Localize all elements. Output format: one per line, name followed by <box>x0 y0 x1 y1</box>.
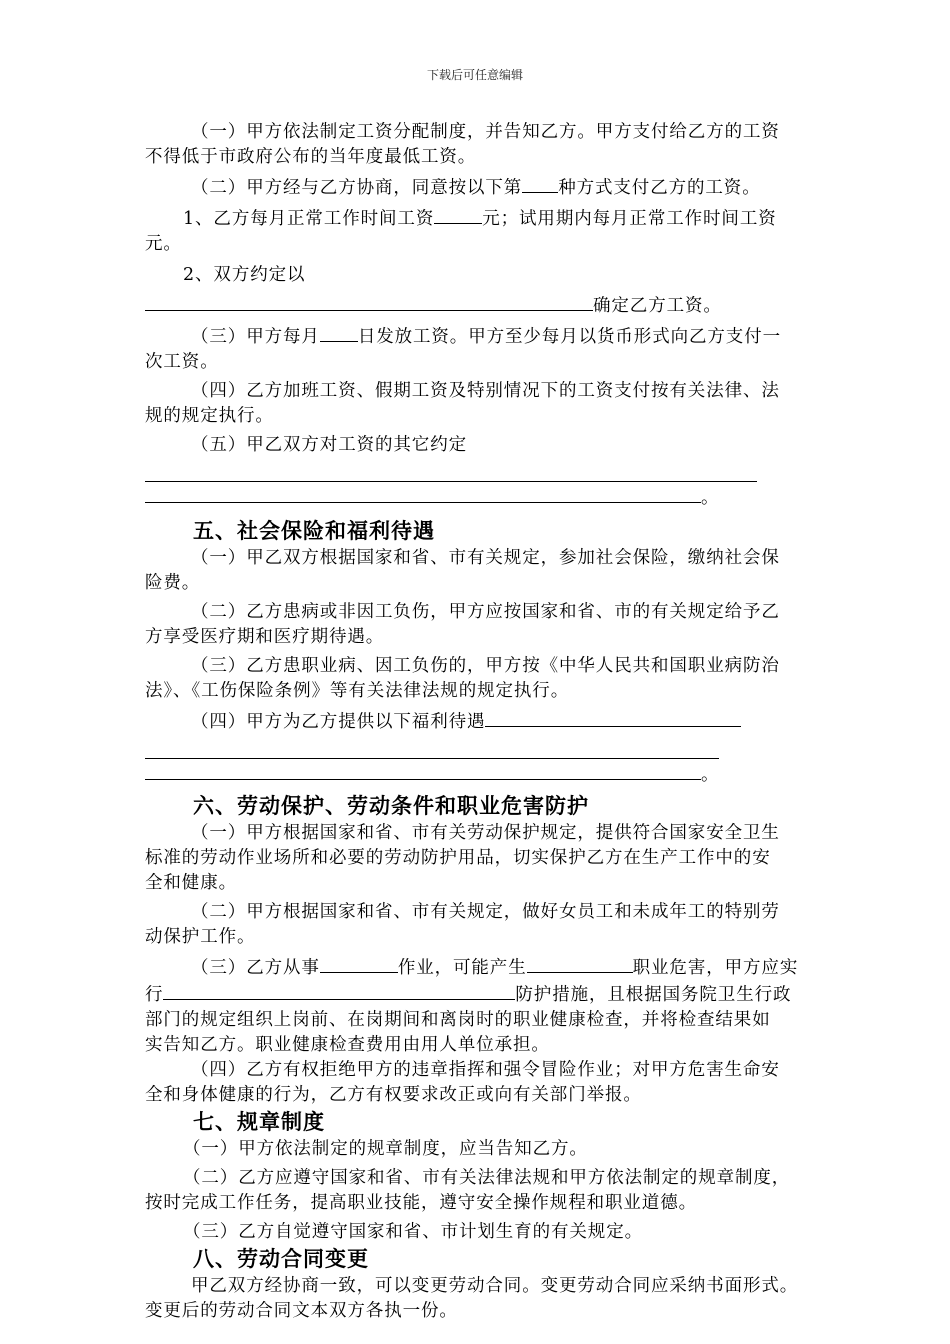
s5-clause-4: （四）甲方为乙方提供以下福利待遇 <box>145 708 810 735</box>
s6-clause-3f: 部门的规定组织上岗前、在岗期间和离岗时的职业健康检查，并将检查结果如 <box>145 1010 771 1030</box>
s6-clause-3a: （三）乙方从事 作业，可能产生 职业危害，甲方应实 <box>145 954 810 981</box>
monthly-wage-blank[interactable] <box>434 205 482 224</box>
wage-clause-3b: 次工资。 <box>145 352 219 372</box>
s8-clause-1a: 甲乙双方经协商一致，可以变更劳动合同。变更劳动合同应采纳书面形式。 <box>191 1276 799 1296</box>
wage-item-2-line: 确定乙方工资。 <box>145 292 810 319</box>
s5-clause-2a: （二）乙方患病或非因工负伤，甲方应按国家和省、市的有关规定给予乙 <box>191 602 780 622</box>
wage-clause-3a: （三）甲方每月 日发放工资。甲方至少每月以货币形式向乙方支付一 <box>145 323 810 350</box>
s7-clause-3: （三）乙方自觉遵守国家和省、市计划生育的有关规定。 <box>183 1222 643 1242</box>
wage-item-2: 2、双方约定以 <box>183 265 306 285</box>
wage-clause-1b: 不得低于市政府公布的当年度最低工资。 <box>145 147 477 167</box>
wage-clause-4a: （四）乙方加班工资、假期工资及特别情况下的工资支付按有关法律、法 <box>191 381 780 401</box>
wage-other-line-2: 。 <box>145 484 810 511</box>
welfare-line-1[interactable] <box>145 735 719 759</box>
welfare-blank-2[interactable] <box>145 761 701 780</box>
s8-clause-1b: 变更后的劳动合同文本双方各执一份。 <box>145 1301 458 1321</box>
section-8-title: 八、劳动合同变更 <box>193 1247 369 1271</box>
s5-clause-3b: 法》、《工伤保险条例》等有关法律法规的规定执行。 <box>145 681 570 701</box>
s6-clause-4a: （四）乙方有权拒绝甲方的违章指挥和强令冒险作业；对甲方危害生命安 <box>191 1060 780 1080</box>
wage-basis-blank[interactable] <box>145 292 593 311</box>
protection-blank[interactable] <box>163 981 515 1000</box>
welfare-blank[interactable] <box>485 708 741 727</box>
section-6-title: 六、劳动保护、劳动条件和职业危害防护 <box>193 794 589 818</box>
s7-clause-2b: 按时完成工作任务，提高职业技能，遵守安全操作规程和职业道德。 <box>145 1193 697 1213</box>
s6-clause-3d: 行 防护措施，且根据国务院卫生行政 <box>145 981 810 1008</box>
wage-clause-1a: （一）甲方依法制定工资分配制度，并告知乙方。甲方支付给乙方的工资 <box>191 122 780 142</box>
s7-clause-2a: （二）乙方应遵守国家和省、市有关法律法规和甲方依法制定的规章制度， <box>183 1168 791 1188</box>
page-header: 下载后可任意编辑 <box>426 68 523 82</box>
wage-clause-5: （五）甲乙双方对工资的其它约定 <box>191 435 467 455</box>
s6-clause-2b: 动保护工作。 <box>145 927 256 947</box>
wage-other-blank[interactable] <box>145 484 701 503</box>
s5-clause-3a: （三）乙方患职业病、因工负伤的，甲方按《中华人民共和国职业病防治 <box>191 656 780 676</box>
wage-item-1: 1、乙方每月正常工作时间工资 元；试用期内每月正常工作时间工资 <box>145 205 810 232</box>
wage-item-1-end: 元。 <box>145 234 182 254</box>
wage-method-blank[interactable] <box>522 174 558 193</box>
payday-blank[interactable] <box>320 323 358 342</box>
s6-clause-3g: 实告知乙方。职业健康检查费用由用人单位承担。 <box>145 1035 550 1055</box>
section-5-title: 五、社会保险和福利待遇 <box>193 519 435 543</box>
s5-clause-1a: （一）甲乙双方根据国家和省、市有关规定，参加社会保险，缴纳社会保 <box>191 548 780 568</box>
wage-other-line-1[interactable] <box>145 458 757 482</box>
s6-clause-1c: 全和健康。 <box>145 873 237 893</box>
document-body <box>145 120 810 1324</box>
job-type-blank[interactable] <box>320 954 398 973</box>
s6-clause-4b: 全和身体健康的行为，乙方有权要求改正或向有关部门举报。 <box>145 1085 642 1105</box>
s6-clause-1b: 标准的劳动作业场所和必要的劳动防护用品，切实保护乙方在生产工作中的安 <box>145 848 771 868</box>
hazard-blank[interactable] <box>527 954 633 973</box>
wage-clause-2: （二）甲方经与乙方协商，同意按以下第 种方式支付乙方的工资。 <box>145 174 810 201</box>
wage-clause-4b: 规的规定执行。 <box>145 406 274 426</box>
s5-clause-1b: 险费。 <box>145 573 201 593</box>
s5-clause-2b: 方享受医疗期和医疗期待遇。 <box>145 627 385 647</box>
welfare-line-2: 。 <box>145 761 810 788</box>
section-7-title: 七、规章制度 <box>193 1110 325 1134</box>
s6-clause-2a: （二）甲方根据国家和省、市有关规定，做好女员工和未成年工的特别劳 <box>191 902 780 922</box>
s6-clause-1a: （一）甲方根据国家和省、市有关劳动保护规定，提供符合国家安全卫生 <box>191 823 780 843</box>
s7-clause-1: （一）甲方依法制定的规章制度，应当告知乙方。 <box>183 1139 588 1159</box>
